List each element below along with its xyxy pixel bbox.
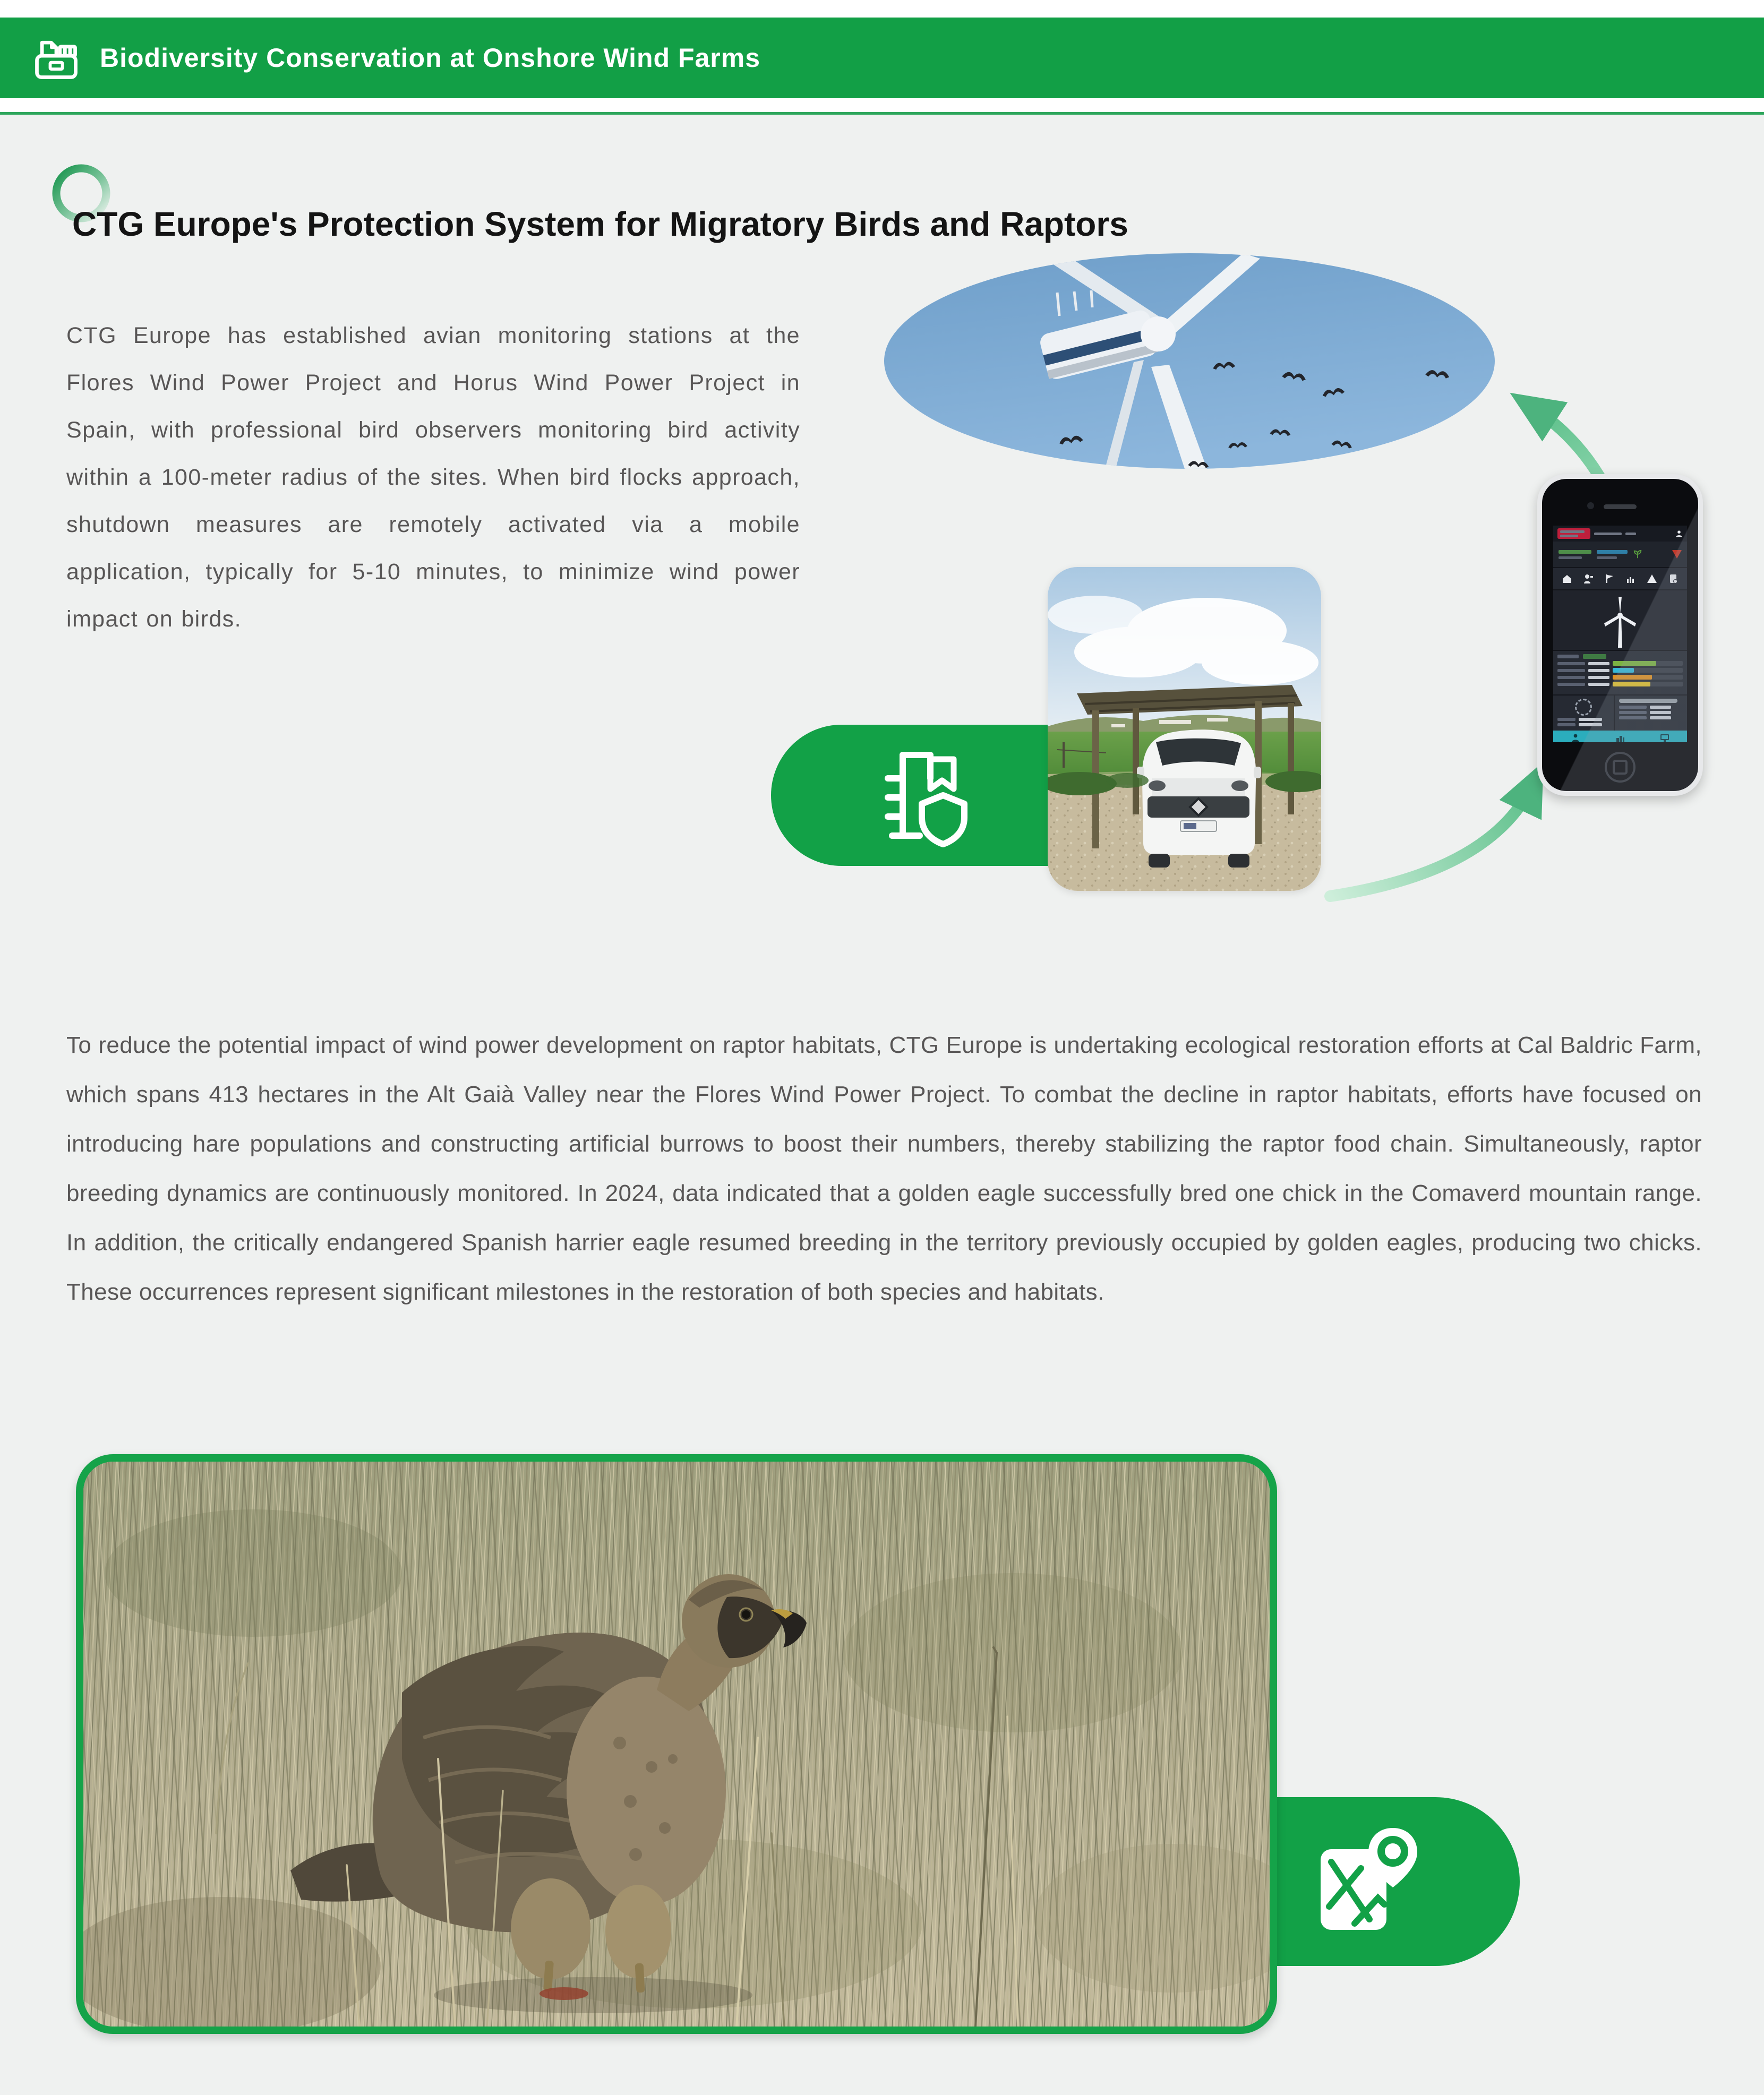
text-dash	[1588, 683, 1609, 686]
nav-monitor-icon	[1659, 733, 1670, 742]
app-topbar	[1553, 526, 1687, 542]
topbar-text	[1625, 533, 1636, 535]
home-icon	[1561, 573, 1573, 585]
text-dash	[1619, 706, 1647, 709]
stat-green	[1559, 550, 1591, 559]
text-dash	[1579, 723, 1602, 726]
stat-sub	[1559, 556, 1582, 559]
white-van	[1137, 729, 1261, 868]
field-monitoring-vehicle-photo	[1048, 567, 1321, 891]
text-dash	[1557, 662, 1585, 665]
turbine-glyph	[1600, 593, 1640, 648]
warning-icon	[1646, 573, 1658, 585]
telemetry-row	[1557, 682, 1683, 686]
vehicle-photo-graphic	[1048, 567, 1321, 891]
user-icon	[1675, 530, 1683, 537]
text-dash	[1588, 676, 1609, 679]
bar-fill	[1613, 668, 1634, 673]
eagle-photo-graphic	[83, 1462, 1270, 2027]
map-location-icon	[1314, 1826, 1420, 1937]
restoration-paragraph: To reduce the potential impact of wind power development on raptor habitats, CTG Europe is undertaking ecological restoration efforts at Cal Baldric Farm, which spans 413 hectares in the Alt Gaià Valley near the Flores Wind Power Project. To combat the decline in raptor habitats, efforts have focused on introducing hare populations and constructing artificial burrows to boost their numbers, thereby stabilizing the raptor food chain. Simultaneously, raptor breeding dynamics are continuously monitored. In 2024, data indicated that a golden eagle successfully bred one chick in the Comaverd mountain range. In addition, the critically endangered Spanish harrier eagle resumed breeding in the territory previously occupied by golden eagles, producing two chicks. These occurrences represent significant milestones in the restoration of both species and habitats.	[66, 1032, 1702, 1305]
report-icon	[1667, 573, 1679, 585]
telemetry-header	[1557, 654, 1683, 659]
map-location-badge	[1264, 1797, 1520, 1966]
bar-track	[1613, 675, 1683, 680]
bar-fill	[1613, 682, 1650, 686]
turbine-status-panel	[1553, 590, 1687, 650]
totals-row	[1619, 711, 1683, 714]
totals-panel	[1615, 696, 1687, 731]
turbine-photo-graphic	[884, 253, 1495, 469]
totals-bar	[1619, 699, 1677, 703]
topbar-text	[1594, 533, 1622, 535]
section-title: CTG Europe's Protection System for Migratory Birds and Raptors	[72, 205, 1128, 244]
bar-fill	[1613, 675, 1652, 680]
golden-eagle-photo	[76, 1454, 1277, 2034]
text-dash	[1557, 683, 1585, 686]
page-header	[0, 18, 1764, 98]
bar-track	[1613, 661, 1683, 666]
text-dash	[1588, 669, 1609, 672]
text-dash	[1650, 716, 1671, 719]
app-logo	[1557, 528, 1590, 539]
archive-box-icon	[31, 32, 82, 83]
nav-person-icon	[1570, 733, 1581, 742]
operator-icon	[1582, 573, 1594, 585]
nav-plant-icon	[1615, 733, 1625, 742]
arrow-vehicle-to-phone	[1330, 785, 1532, 896]
page-top-margin	[0, 0, 1764, 18]
logo-mark	[1560, 535, 1578, 537]
bar-track	[1613, 668, 1683, 673]
text-dash	[1557, 676, 1585, 679]
phone-front	[1542, 479, 1698, 791]
text-dash	[1557, 655, 1579, 658]
dial-gauge	[1575, 699, 1592, 716]
text-dash	[1579, 718, 1602, 721]
app-icon-row	[1553, 568, 1687, 590]
phone-speaker	[1604, 504, 1637, 509]
text-dash	[1557, 723, 1575, 726]
telemetry-row	[1557, 675, 1683, 680]
text-dash	[1588, 662, 1609, 665]
home-button-square	[1613, 760, 1628, 775]
status-chip	[1583, 654, 1606, 659]
flag-icon	[1604, 573, 1615, 585]
stat-sub	[1597, 556, 1617, 559]
logo-mark	[1560, 530, 1585, 533]
stat-bar	[1597, 550, 1628, 554]
alarm-arrow-icon	[1672, 550, 1682, 559]
telemetry-panel	[1553, 650, 1687, 694]
gauge-panels	[1553, 694, 1687, 731]
app-screen	[1553, 526, 1687, 742]
header-gap	[0, 98, 1764, 112]
sprout-icon	[1633, 549, 1642, 559]
app-stats-row	[1553, 542, 1687, 568]
bar-track	[1613, 682, 1683, 686]
phone-camera	[1587, 502, 1594, 509]
chart-icon	[1625, 573, 1637, 585]
stat-blue	[1597, 550, 1628, 559]
telemetry-row	[1557, 668, 1683, 673]
intro-paragraph: CTG Europe has established avian monitoring stations at the Flores Wind Power Project and Horus Wind Power Project in Spain, with professional bird observers monitoring bird activity within a 100-meter radius of the sites. When bird flocks approach, shutdown measures are remotely activated via a mobile application, typically for 5-10 minutes, to minimize wind power impact on birds.	[66, 323, 800, 632]
text-dash	[1557, 669, 1585, 672]
gauge-panel	[1553, 696, 1615, 731]
gauge-row	[1557, 723, 1609, 726]
text-dash	[1619, 711, 1647, 714]
stat-bar	[1559, 550, 1591, 554]
text-dash	[1619, 716, 1647, 719]
page-header-title: Biodiversity Conservation at Onshore Wind Farms	[100, 43, 761, 73]
app-nav-bar	[1553, 731, 1687, 742]
totals-row	[1619, 716, 1683, 719]
header-rule	[0, 112, 1764, 115]
totals-row	[1619, 706, 1683, 709]
telemetry-row	[1557, 661, 1683, 666]
bar-fill	[1613, 661, 1656, 666]
text-dash	[1650, 706, 1671, 709]
text-dash	[1557, 718, 1575, 721]
gauge-row	[1557, 718, 1609, 721]
gauge-values	[1557, 718, 1609, 726]
text-dash	[1650, 711, 1671, 714]
remote-shutdown-mobile-app	[1537, 474, 1703, 796]
phone-home-button	[1605, 752, 1635, 783]
document-shield-icon	[867, 742, 973, 848]
wind-turbine-with-bird-flock-photo	[884, 253, 1495, 469]
